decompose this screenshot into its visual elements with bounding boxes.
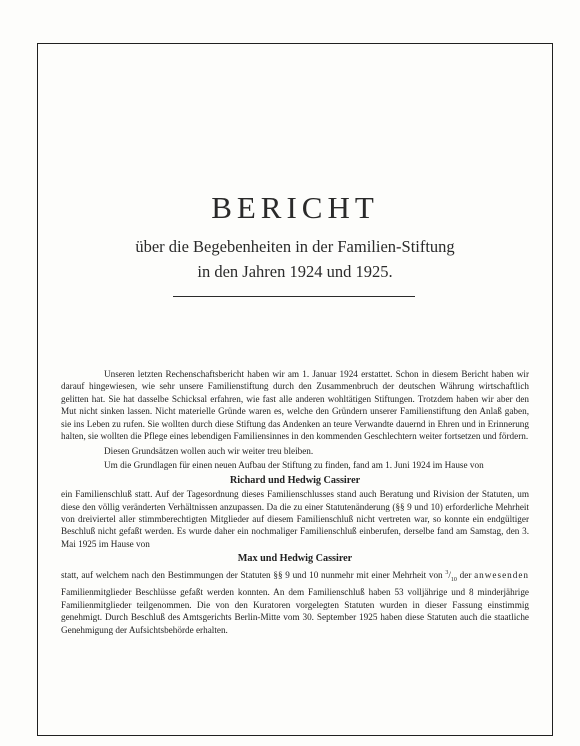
paragraph-5-part-b: der — [456, 569, 475, 580]
host-name-1: Richard und Hedwig Cassirer — [229, 474, 361, 486]
document-subtitle — [37, 234, 553, 284]
fraction-numerator: 3 — [445, 569, 449, 576]
title-divider — [173, 296, 415, 297]
paragraph-1: Unseren letzten Rechenschaftsbericht haben wir am 1. Januar 1924 erstattet. Schon in diesem Bericht haben wir darauf hingewiesen, wie sehr unsere Familienstiftung durch den Zusammenbruch der deutschen Währung wirtschaftlich gelitten hat. Sie hat dasselbe Schicksal erfahren, wie fast alle anderen wohltätigen Stiftungen. Trotzdem haben wir aber den Mut nicht sinken lassen. Nicht materielle Gründe waren es, welche den Gründern unserer Familienstiftung den Anlaß gaben, sie ins Leben zu rufen. Sie wollten durch diese Stiftung das Andenken an teure Verwandte dauernd in Ehren und in Erinnerung halten, sie wollten die Pflege eines lebendigen Familiensinnes in den kommenden Geschlechtern weiter fortsetzen und fördern. — [61, 369, 529, 442]
emphasized-word: anwesenden — [474, 569, 530, 580]
host-name-2: Max und Hedwig Cassirer — [237, 553, 353, 565]
subtitle-line-2: in den Jahren 1924 und 1925. — [197, 262, 393, 281]
subtitle-line-1: über die Begebenheiten in der Familien-Stiftung — [135, 237, 455, 256]
paragraph-4: ein Familienschluß statt. Auf der Tagesordnung dieses Familienschlusses stand auch Beratung und Rivision der Statuten, um diese den völlig veränderten Verhältnissen anzupassen. Da die zu einer Statutenänderung (§§ 9 und 10) erforderliche Mehrheit von dreiviertel aller stimmberechtigten Mitglieder auf diesem Familienschluß nicht vertreten war, so konnte ein endgültiger Beschluß nicht gefaßt werden. Es wurde daher ein nochmaliger Familienschluß einberufen, derselbe fand am Samstag, den 3. Mai 1925 im Hause von — [61, 489, 529, 549]
paragraph-5: statt, auf welchem nach den Bestimmungen der Statuten §§ 9 und 10 nunmehr mit einer Mehrheit von $^3/_{10}$ der anwesenden Familienmitglieder Beschlüsse gefaßt werden konnten. An dem Familienschluß haben 53 volljährige und 8 minderjährige Familienmitglieder teilgenommen. Die von den Kuratoren vorgelegten Statuten wurden in dieser Fassung einstimmig genehmigt. Durch Beschluß des Amtsgerichts Berlin-Mitte vom 30. September 1925 haben diese Statuten auch die staatliche Genehmigung der Aufsichtsbehörde erhalten. — [61, 569, 530, 635]
report-body — [61, 368, 529, 636]
fraction-denominator: 10 — [450, 576, 457, 583]
paragraph-2: Diesen Grundsätzen wollen auch wir weiter treu bleiben. — [104, 445, 314, 456]
paragraph-5-part-c: Familienmitglieder Beschlüsse gefaßt werden konnten. An dem Familienschluß haben 53 volljährige und 8 minderjährige Familienmitglieder teilgenommen. Die von den Kuratoren vorgelegten Statuten wurden in dieser Fassung einstimmig genehmigt. Durch Beschluß des Amtsgerichts Berlin-Mitte vom 30. September 1925 haben diese Statuten auch die staatliche Genehmigung der Aufsichtsbehörde erhalten. — [61, 587, 529, 635]
paragraph-3: Um die Grundlagen für einen neuen Aufbau der Stiftung zu finden, fand am 1. Juni 1924 im Hause von — [104, 460, 484, 471]
document-title: BERICHT — [211, 190, 379, 225]
paragraph-5-part-a: statt, auf welchem nach den Bestimmungen der Statuten §§ 9 und 10 nunmehr mit einer Mehrheit von — [61, 569, 446, 580]
